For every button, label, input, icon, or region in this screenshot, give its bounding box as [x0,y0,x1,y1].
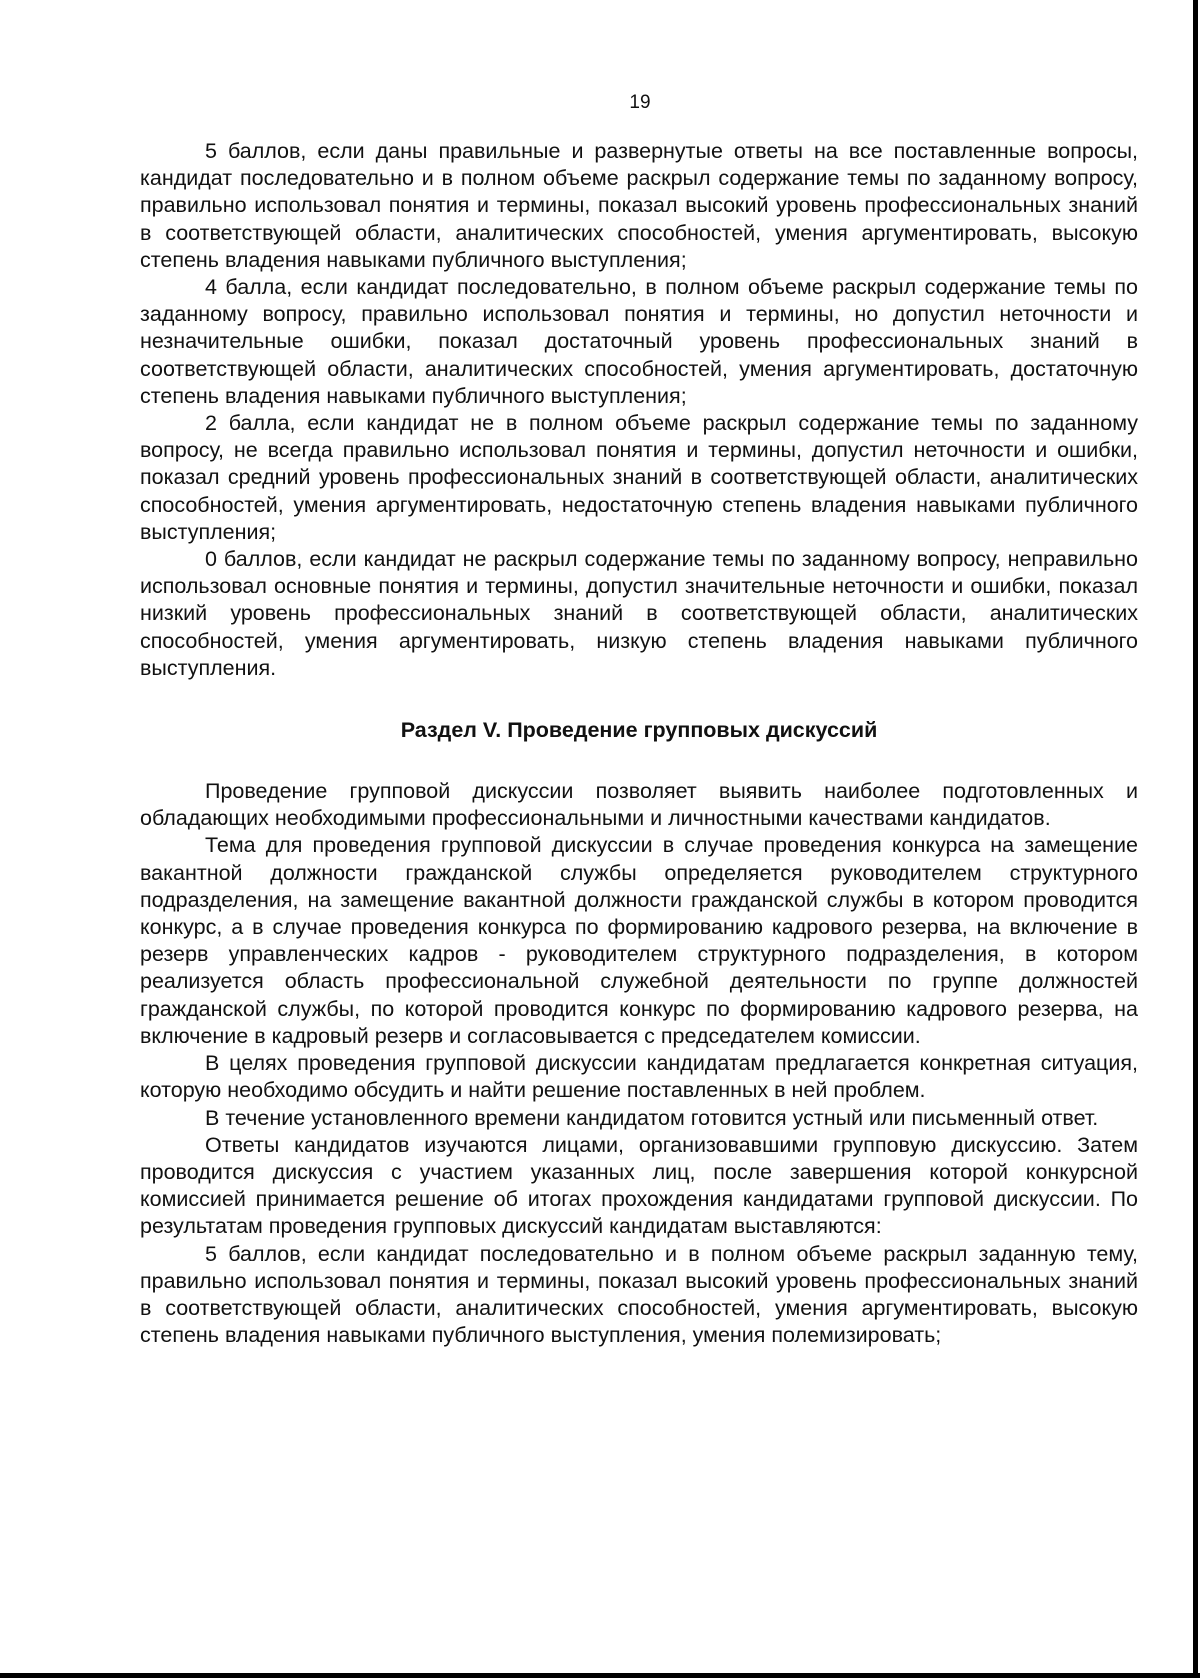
paragraph-discussion-purpose: Проведение групповой дискуссии позволяет выявить наиболее подготовленных и обладающих необходимыми профессиональными и личностными качествами кандидатов. [140,779,1138,831]
paragraph-discussion-topic: Тема для проведения групповой дискуссии в случае проведения конкурса на замещение вакантной должности гражданской службы определяется руководителем структурного подразделения, на замещение вакантной должности гражданской службы в котором проводится конкурс, а в случае проведения конкурса по формированию кадрового резерва, на включение в резерв управленческих кадров - руководителем структурного подразделения, в котором реализуется область профессиональной служебной деятельности по группе должностей гражданской службы, по которой проводится конкурс по формированию кадрового резерва, на включение в кадровый резерв и согласовывается с председателем комиссии. [140,833,1138,1048]
paragraph-discussion-answer: В течение установленного времени кандидатом готовится устный или письменный ответ. [205,1105,1099,1130]
paragraph-discussion-5-points: 5 баллов, если кандидат последовательно и в полном объеме раскрыл заданную тему, правильно использовал понятия и термины, показал высокий уровень профессиональных знаний в соответствующей области, аналитических способностей, умения аргументировать, высокую степень владения навыками публичного выступления, умения полемизировать; [140,1241,1138,1348]
page-right-border [1193,0,1198,1678]
paragraph-5-points-answers: 5 баллов, если даны правильные и развернутые ответы на все поставленные вопросы, кандидат последовательно и в полном объеме раскрыл содержание темы по заданному вопросу, правильно использовал понятия и термины, показал высокий уровень профессиональных знаний в соответствующей области, аналитических способностей, умения аргументировать, высокую степень владения навыками публичного выступления; [140,139,1138,272]
page-number: 19 [629,92,651,113]
page-bottom-border [0,1673,1200,1678]
paragraph-0-points: 0 баллов, если кандидат не раскрыл содержание темы по заданному вопросу, неправильно использовал основные понятия и термины, допустил значительные неточности и ошибки, показал низкий уровень профессиональных знаний в соответствующей области, аналитических способностей, умения аргументировать, низкую степень владения навыками публичного выступления. [140,547,1138,680]
paragraph-discussion-evaluation: Ответы кандидатов изучаются лицами, организовавшими групповую дискуссию. Затем проводится дискуссия с участием указанных лиц, после завершения которой конкурсной комиссией принимается решение об итогах прохождения кандидатами групповой дискуссии. По результатам проведения групповых дискуссий кандидатам выставляются: [140,1132,1138,1239]
document-body [140,138,1138,1349]
paragraph-4-points: 4 балла, если кандидат последовательно, в полном объеме раскрыл содержание темы по заданному вопросу, правильно использовал понятия и термины, но допустил неточности и незначительные ошибки, показал достаточный уровень профессиональных знаний в соответствующей области, аналитических способностей, умения аргументировать, достаточную степень владения навыками публичного выступления; [140,275,1138,408]
section-title: Раздел V. Проведение групповых дискуссий [400,718,878,743]
paragraph-discussion-situation: В целях проведения групповой дискуссии кандидатам предлагается конкретная ситуация, которую необходимо обсудить и найти решение поставленных в ней проблем. [140,1051,1138,1103]
paragraph-2-points: 2 балла, если кандидат не в полном объеме раскрыл содержание темы по заданному вопросу, не всегда правильно использовал понятия и термины, допустил неточности и ошибки, показал средний уровень профессиональных знаний в соответствующей области, аналитических способностей, умения аргументировать, недостаточную степень владения навыками публичного выступления; [140,411,1138,544]
